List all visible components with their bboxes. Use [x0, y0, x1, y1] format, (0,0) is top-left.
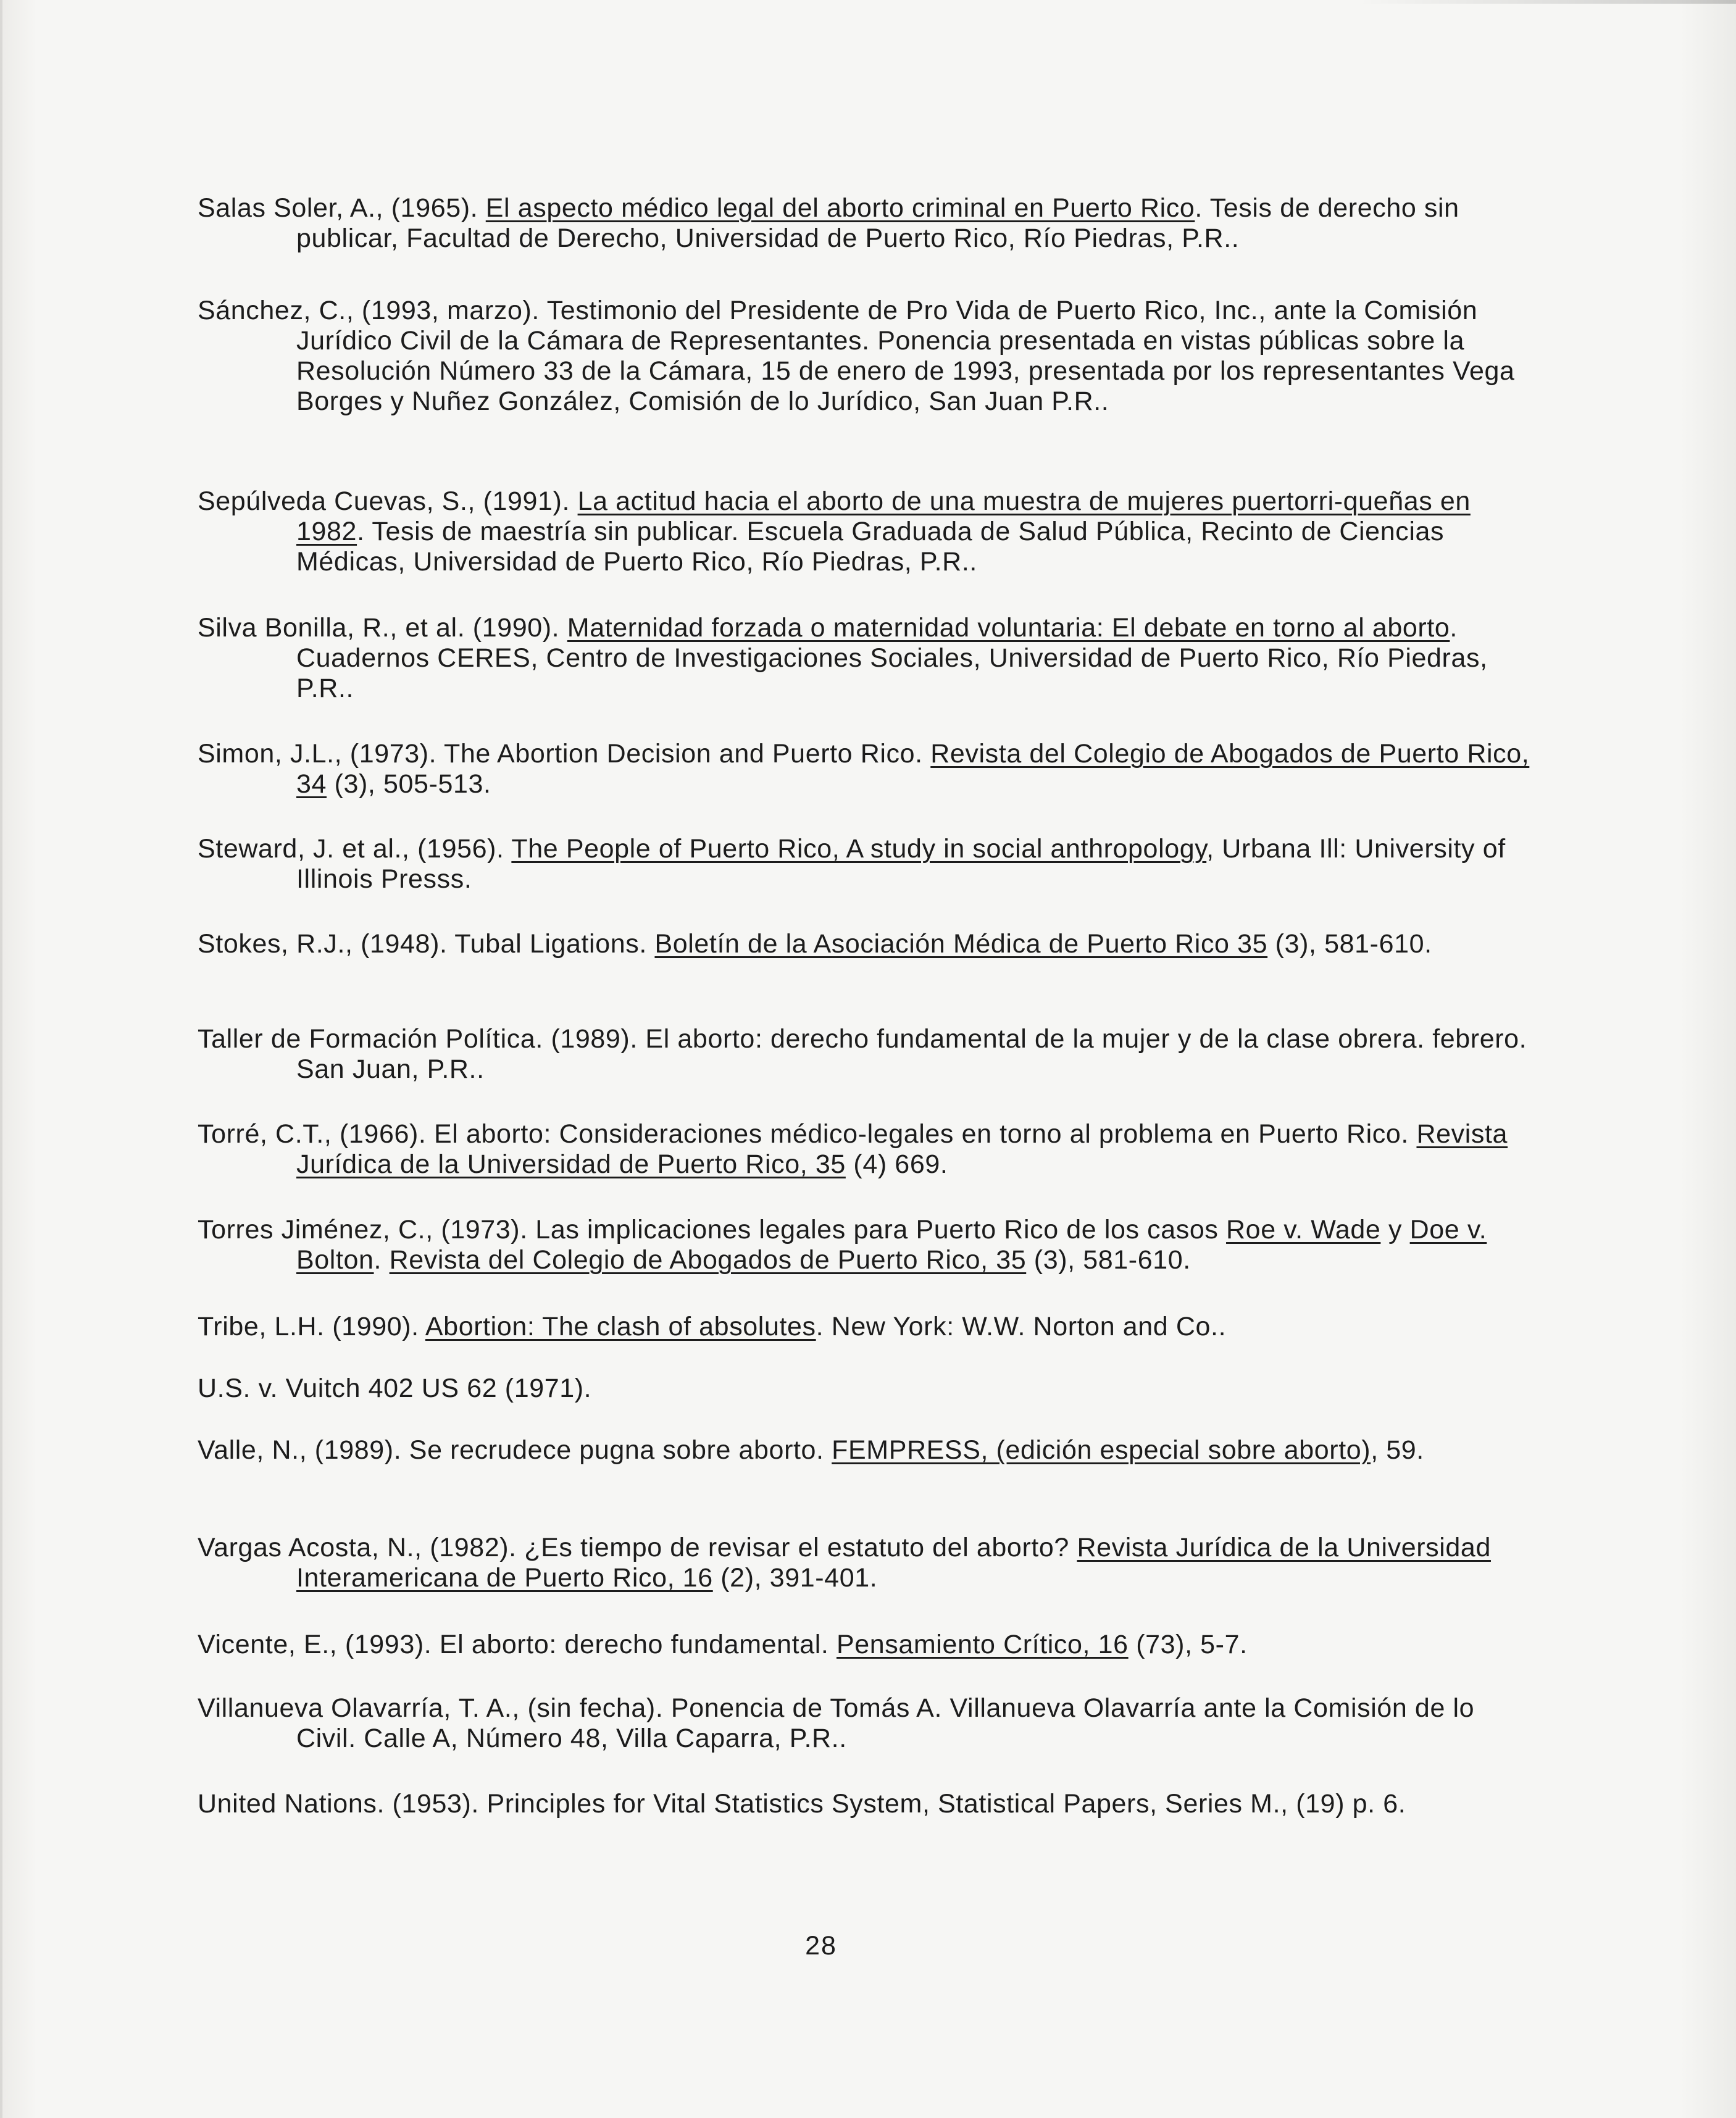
reference-text: United Nations. (1953). Principles for Vital Statistics System, Statistical Papers, Series M., (19) p. 6. — [198, 1789, 1406, 1819]
reference-underlined-title: Revista del Colegio de Abogados de Puerto Rico, 35 — [389, 1245, 1027, 1275]
reference-text: . Tesis de derecho sin publicar, Facultad de Derecho, Universidad de Puerto Rico, Río Piedras, P.R.. — [296, 193, 1459, 253]
reference-text: . Cuadernos CERES, Centro de Investigaciones Sociales, Universidad de Puerto Rico, Río Piedras, P.R.. — [296, 613, 1488, 703]
reference-underlined-title: Maternidad forzada o maternidad voluntaria: El debate en torno al aborto — [567, 613, 1450, 643]
scan-shadow-left — [0, 0, 2, 2118]
reference-text: Silva Bonilla, R., et al. (1990). — [198, 613, 567, 643]
reference-underlined-title: The People of Puerto Rico, A study in social anthropology — [511, 834, 1207, 864]
reference-text: (4) 669. — [845, 1149, 948, 1179]
reference-text: . — [373, 1245, 390, 1275]
reference-text: (73), 5-7. — [1128, 1630, 1248, 1659]
reference-underlined-title: Boletín de la Asociación Médica de Puerto Rico 35 — [654, 929, 1268, 959]
reference-underlined-title: Abortion: The clash of absolutes — [425, 1312, 816, 1341]
reference-text: , 59. — [1371, 1435, 1424, 1465]
reference-text: Vicente, E., (1993). El aborto: derecho fundamental. — [198, 1630, 837, 1659]
reference-underlined-title: Revista Jurídica de la Universidad de Puerto Rico, 35 — [296, 1119, 1508, 1179]
reference-text: Simon, J.L., (1973). The Abortion Decision and Puerto Rico. — [198, 739, 931, 769]
reference-entry — [198, 834, 1537, 894]
reference-underlined-title: Doe v. Bolton — [296, 1215, 1487, 1275]
reference-underlined-title: Roe v. Wade — [1226, 1215, 1381, 1245]
reference-text: Steward, J. et al., (1956). — [198, 834, 512, 864]
reference-underlined-title: FEMPRESS, (edición especial sobre aborto) — [832, 1435, 1371, 1465]
reference-entry — [198, 1693, 1537, 1754]
reference-text: . Tesis de maestría sin publicar. Escuela Graduada de Salud Pública, Recinto de Ciencias Médicas, Universidad de Puerto Rico, Río Piedras, P.R.. — [296, 517, 1445, 577]
reference-text: U.S. v. Vuitch 402 US 62 (1971). — [198, 1374, 592, 1403]
reference-text: Sánchez, C., (1993, marzo). Testimonio del Presidente de Pro Vida de Puerto Rico, Inc., ante la Comisión Jurídico Civil de la Cámara de Representantes. Ponencia presentada en vistas públicas sobre la Resolución Número 33 de la Cámara, 15 de enero de 1993, presentada por los representantes Vega Borges y Nuñez González, Comisión de lo Jurídico, San Juan P.R.. — [198, 296, 1515, 416]
reference-underlined-title: Revista Jurídica de la Universidad Interamericana de Puerto Rico, 16 — [296, 1533, 1491, 1593]
reference-text: . New York: W.W. Norton and Co.. — [816, 1312, 1227, 1341]
reference-underlined-title: La actitud hacia el aborto de una muestra de mujeres puertorri-queñas en 1982 — [296, 486, 1471, 546]
reference-entry — [198, 1789, 1537, 1819]
reference-text: Villanueva Olavarría, T. A., (sin fecha). Ponencia de Tomás A. Villanueva Olavarría ante la Comisión de lo Civil. Calle A, Número 48, Villa Caparra, P.R.. — [198, 1693, 1475, 1753]
reference-entry — [198, 1312, 1537, 1342]
reference-entry — [198, 1215, 1537, 1275]
reference-entry — [198, 193, 1537, 254]
reference-text: (3), 581-610. — [1267, 929, 1432, 959]
reference-underlined-title: Pensamiento Crítico, 16 — [836, 1630, 1129, 1659]
reference-text: Vargas Acosta, N., (1982). ¿Es tiempo de revisar el estatuto del aborto? — [198, 1533, 1077, 1562]
page-number: 28 — [805, 1931, 837, 1961]
reference-entry — [198, 1374, 1537, 1404]
reference-text: y — [1380, 1215, 1410, 1245]
reference-underlined-title: El aspecto médico legal del aborto criminal en Puerto Rico — [485, 193, 1195, 223]
reference-entry — [198, 1024, 1537, 1085]
reference-underlined-title: Revista del Colegio de Abogados de Puerto Rico, 34 — [296, 739, 1530, 799]
reference-entry — [198, 1630, 1537, 1660]
reference-entry — [198, 929, 1537, 959]
reference-text: Tribe, L.H. (1990). — [198, 1312, 425, 1341]
scan-shadow-top — [1358, 0, 1736, 4]
reference-entry — [198, 1119, 1537, 1180]
reference-entry — [198, 739, 1537, 799]
reference-text: (2), 391-401. — [712, 1563, 878, 1593]
reference-entry — [198, 486, 1537, 577]
reference-text: Taller de Formación Política. (1989). El aborto: derecho fundamental de la mujer y de la clase obrera. febrero. San Juan, P.R.. — [198, 1024, 1527, 1084]
reference-entry — [198, 296, 1537, 417]
reference-entry — [198, 613, 1537, 704]
reference-text: Valle, N., (1989). Se recrudece pugna sobre aborto. — [198, 1435, 832, 1465]
reference-text: (3), 581-610. — [1026, 1245, 1191, 1275]
reference-entry — [198, 1533, 1537, 1593]
reference-text: , Urbana Ill: University of Illinois Presss. — [296, 834, 1506, 894]
reference-text: (3), 505-513. — [327, 769, 491, 799]
reference-text: Sepúlveda Cuevas, S., (1991). — [198, 486, 578, 516]
reference-text: Salas Soler, A., (1965). — [198, 193, 486, 223]
reference-text: Stokes, R.J., (1948). Tubal Ligations. — [198, 929, 655, 959]
reference-text: Torré, C.T., (1966). El aborto: Consideraciones médico-legales en torno al problema en Puerto Rico. — [198, 1119, 1417, 1149]
reference-entry — [198, 1435, 1537, 1466]
reference-text: Torres Jiménez, C., (1973). Las implicaciones legales para Puerto Rico de los casos — [198, 1215, 1227, 1245]
